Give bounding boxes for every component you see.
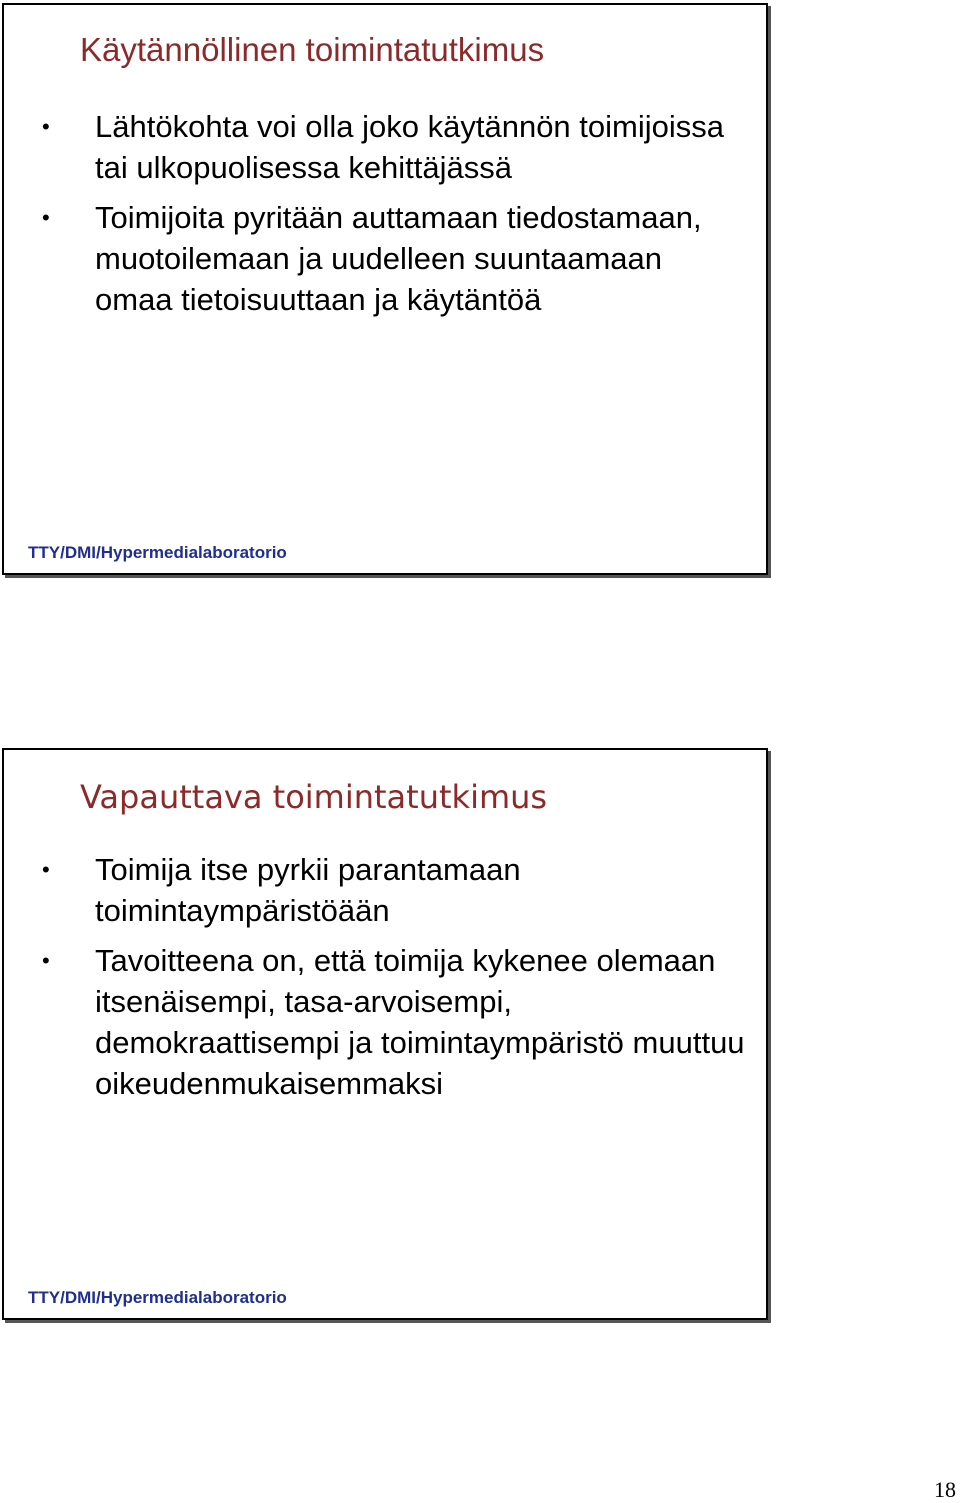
bullet-item bbox=[4, 197, 748, 320]
slide-footer: TTY/DMI/Hypermedialaboratorio bbox=[28, 1288, 287, 1307]
bullet-icon: • bbox=[42, 857, 50, 882]
slide-title: Käytännöllinen toimintatutkimus bbox=[80, 31, 545, 68]
bullet-list bbox=[4, 849, 748, 1113]
bullet-icon: • bbox=[42, 205, 50, 230]
slide-1 bbox=[2, 3, 768, 575]
slide-2 bbox=[2, 748, 768, 1320]
slide-title: Vapauttava toimintatutkimus bbox=[80, 778, 548, 816]
bullet-text: Toimijoita pyritään auttamaan tiedostamaan, muotoilemaan ja uudelleen suuntaamaan omaa tietoisuuttaan ja käytäntöä bbox=[95, 200, 702, 317]
bullet-list bbox=[4, 106, 748, 329]
bullet-icon: • bbox=[42, 114, 50, 139]
bullet-item bbox=[4, 940, 748, 1104]
bullet-text: Toimija itse pyrkii parantamaan toimintaympäristöään bbox=[95, 852, 521, 928]
slide-footer: TTY/DMI/Hypermedialaboratorio bbox=[28, 543, 287, 562]
bullet-text: Tavoitteena on, että toimija kykenee olemaan itsenäisempi, tasa-arvoisempi, demokraattisempi ja toimintaympäristö muuttuu oikeudenmukaisemmaksi bbox=[95, 943, 745, 1101]
page-number: 18 bbox=[934, 1477, 956, 1502]
bullet-item bbox=[4, 106, 748, 188]
bullet-item bbox=[4, 849, 748, 931]
bullet-text: Lähtökohta voi olla joko käytännön toimijoissa tai ulkopuolisessa kehittäjässä bbox=[95, 109, 724, 185]
bullet-icon: • bbox=[42, 948, 50, 973]
